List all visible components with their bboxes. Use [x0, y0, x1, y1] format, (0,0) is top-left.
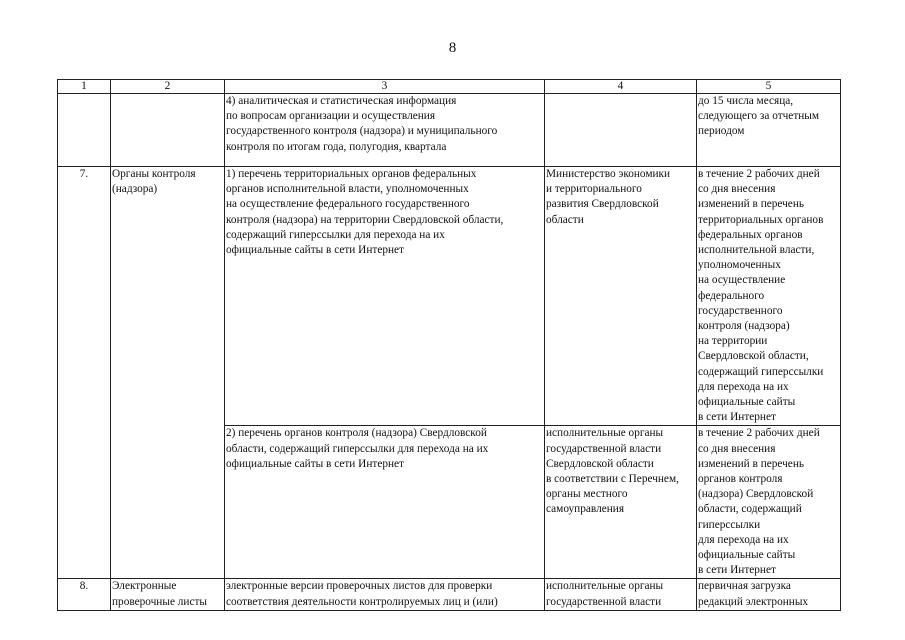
- information-line: 4) аналитическая и статистическая информация: [226, 95, 457, 107]
- deadline-line: в течение 2 рабочих дней: [698, 427, 820, 440]
- column-header-4: 4: [545, 80, 697, 94]
- deadline-cell: [697, 167, 841, 426]
- column-header-3: 3: [225, 80, 545, 94]
- deadline-line: государственного: [698, 304, 783, 317]
- information-line: органов исполнительной власти, уполномоченных: [226, 183, 469, 196]
- column-number-row: [58, 80, 841, 94]
- subject-cell: [111, 94, 225, 167]
- information-cell: [225, 94, 545, 167]
- responsible-line: органы местного: [546, 488, 628, 501]
- page-number: 8: [448, 40, 457, 56]
- responsible-line: государственной власти: [546, 442, 662, 455]
- deadline-line: в сети Интернет: [698, 564, 776, 577]
- information-cell: [225, 167, 545, 426]
- item-number-cell: 8.: [58, 579, 111, 610]
- responsible-line: государственной власти: [546, 595, 662, 608]
- information-line: по вопросам организации и осуществления: [226, 110, 436, 123]
- deadline-line: органов контроля: [698, 473, 783, 486]
- deadline-line: федерального: [698, 289, 765, 302]
- information-line: области, содержащий гиперссылки для перехода на их: [226, 442, 489, 455]
- deadline-line: первичная загрузка: [698, 580, 791, 593]
- deadline-line: редакций электронных: [698, 595, 809, 608]
- deadline-line: в течение 2 рабочих дней: [698, 168, 820, 180]
- information-line: на осуществление федерального государственного: [226, 198, 470, 211]
- subject-cell: [111, 167, 225, 579]
- subject-cell: [111, 579, 225, 610]
- deadline-line: до 15 числа месяца,: [698, 95, 794, 107]
- information-line: 1) перечень территориальных органов федеральных: [226, 168, 477, 180]
- item-number-cell: 7.: [58, 167, 111, 579]
- information-line: контроля (надзора) на территории Свердловской области,: [226, 213, 504, 226]
- subject-line: (надзора): [112, 183, 158, 196]
- deadline-line: контроля (надзора): [698, 320, 790, 333]
- responsible-line: развития Свердловской: [546, 198, 659, 211]
- deadline-line: территориальных органов: [698, 213, 824, 226]
- deadline-line: со дня внесения: [698, 183, 776, 196]
- deadline-line: в сети Интернет: [698, 411, 776, 424]
- deadline-line: на территории: [698, 335, 768, 348]
- deadline-line: федеральных органов: [698, 228, 803, 241]
- column-header-2: 2: [111, 80, 225, 94]
- deadline-cell: [697, 94, 841, 167]
- information-line: соответствия деятельности контролируемых лиц и (или): [226, 595, 498, 608]
- deadline-line: изменений в перечень: [698, 198, 805, 211]
- deadline-line: (надзора) Свердловской: [698, 488, 814, 501]
- deadline-line: следующего за отчетным: [698, 110, 820, 123]
- deadline-line: Свердловской области,: [698, 350, 809, 363]
- responsible-line: исполнительные органы: [546, 427, 664, 440]
- deadline-cell: [697, 426, 841, 579]
- subject-line: проверочные листы: [112, 595, 208, 608]
- document-table: [57, 79, 841, 611]
- information-line: содержащий гиперссылки для перехода на их: [226, 228, 445, 241]
- information-line: контроля по итогам года, полугодия, квартала: [226, 140, 447, 153]
- column-header-5: 5: [697, 80, 841, 94]
- information-line: 2) перечень органов контроля (надзора) Свердловской: [226, 427, 487, 440]
- deadline-line: периодом: [698, 125, 745, 138]
- table-row: [58, 579, 841, 610]
- responsible-line: исполнительные органы: [546, 580, 664, 593]
- item-number-cell: [58, 94, 111, 167]
- table-row: [58, 167, 841, 426]
- subject-line: Органы контроля: [112, 168, 196, 180]
- responsible-line: Министерство экономики: [546, 168, 671, 180]
- information-line: официальные сайты в сети Интернет: [226, 457, 404, 470]
- responsible-line: самоуправления: [546, 503, 625, 516]
- responsible-cell: [545, 94, 697, 167]
- deadline-line: для перехода на их: [698, 533, 789, 546]
- deadline-line: гиперссылки: [698, 518, 761, 531]
- responsible-cell: [545, 167, 697, 426]
- information-cell: [225, 426, 545, 579]
- deadline-line: изменений в перечень: [698, 457, 805, 470]
- deadline-line: содержащий гиперссылки: [698, 365, 824, 378]
- deadline-line: области, содержащий: [698, 503, 802, 516]
- deadline-line: со дня внесения: [698, 442, 776, 455]
- subject-line: Электронные: [112, 580, 177, 593]
- deadline-line: официальные сайты: [698, 396, 796, 409]
- column-header-1: 1: [58, 80, 111, 94]
- information-cell: [225, 579, 545, 610]
- responsible-line: и территориального: [546, 183, 642, 196]
- information-line: официальные сайты в сети Интернет: [226, 244, 404, 257]
- deadline-line: исполнительной власти,: [698, 244, 815, 257]
- responsible-line: в соответствии с Перечнем,: [546, 473, 679, 486]
- deadline-line: официальные сайты: [698, 549, 796, 562]
- responsible-cell: [545, 426, 697, 579]
- deadline-cell: [697, 579, 841, 610]
- information-line: электронные версии проверочных листов для проверки: [226, 580, 493, 593]
- deadline-line: уполномоченных: [698, 259, 781, 272]
- information-line: государственного контроля (надзора) и муниципального: [226, 125, 498, 138]
- responsible-line: области: [546, 213, 584, 226]
- responsible-cell: [545, 579, 697, 610]
- table-row: [58, 94, 841, 167]
- responsible-line: Свердловской области: [546, 457, 654, 470]
- deadline-line: на осуществление: [698, 274, 786, 287]
- deadline-line: для перехода на их: [698, 380, 789, 393]
